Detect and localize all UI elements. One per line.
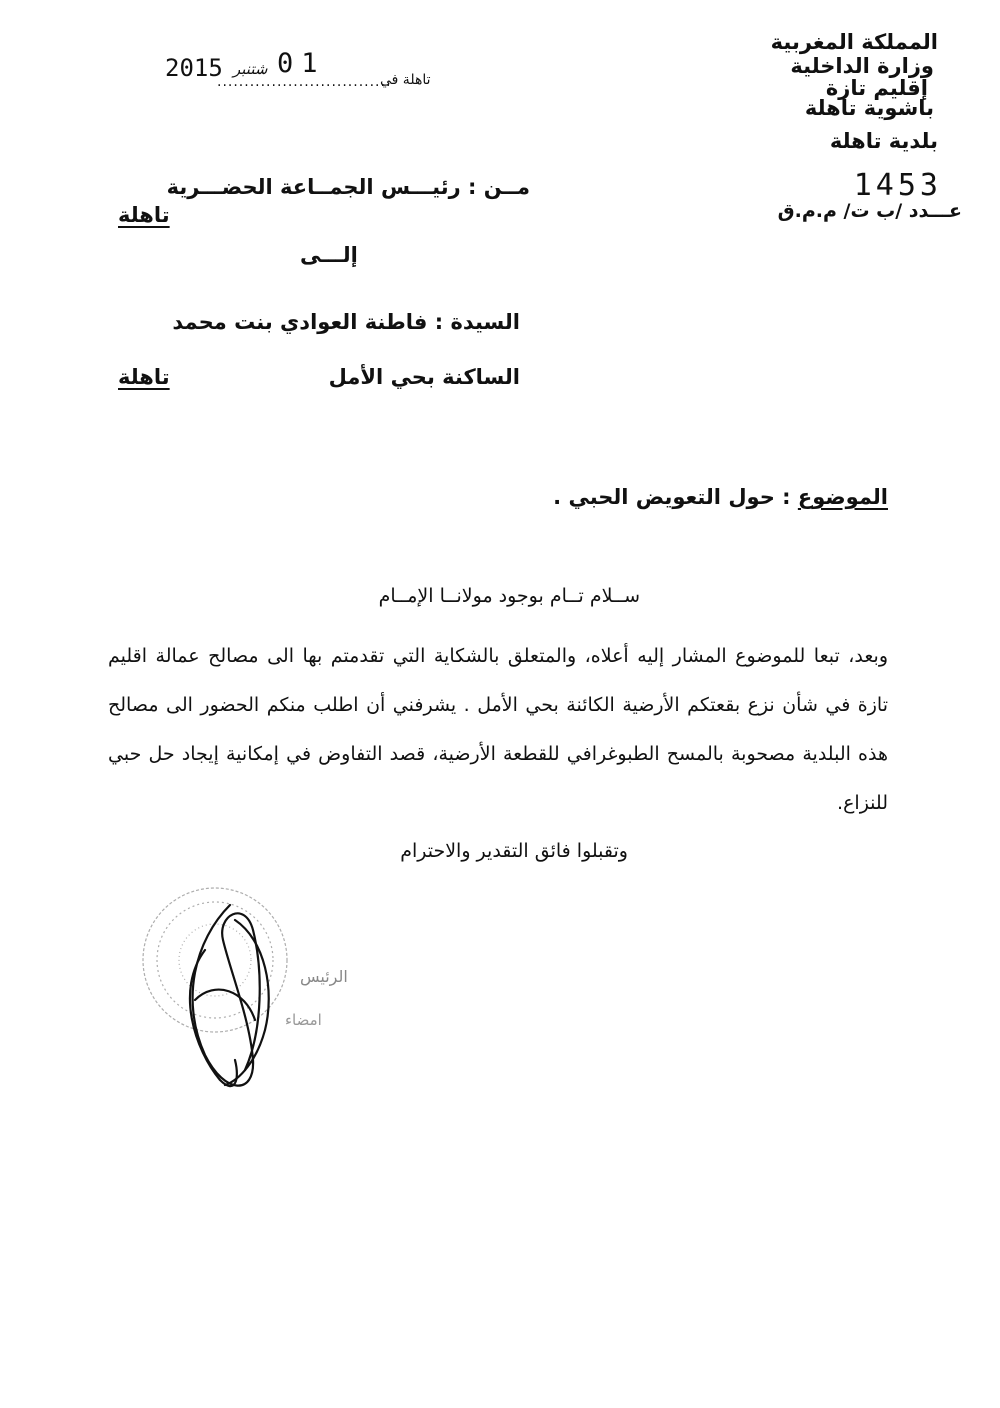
date-block xyxy=(165,48,431,98)
reference-number: 1453 xyxy=(853,168,942,203)
sender-city: تاهلة xyxy=(118,203,170,227)
date-dots: ................................ xyxy=(217,74,392,90)
authority-ministry: وزارة الداخلية xyxy=(790,54,934,78)
stamp-sub: امضاء xyxy=(285,1011,322,1029)
sender-line: مــن : رئيـــس الجمــاعة الحضـــرية xyxy=(166,175,530,199)
authority-pashalik: باشوية تاهلة xyxy=(804,96,934,120)
authority-municipality: بلدية تاهلة xyxy=(829,129,938,153)
date-year: 2015 xyxy=(165,54,223,82)
authority-kingdom: المملكة المغربية xyxy=(770,30,938,54)
body-paragraph xyxy=(108,632,888,828)
signature-stamp xyxy=(135,880,445,1100)
recipient-name: السيدة : فاطنة العوادي بنت محمد xyxy=(172,310,520,334)
date-prefix: تاهلة في xyxy=(380,72,431,88)
date-day: 01 xyxy=(277,48,326,79)
recipient-city: تاهلة xyxy=(118,365,170,389)
authority-province: إقليم تازة xyxy=(825,76,928,100)
greeting: ســلام تــام بوجود مولانــا الإمــام xyxy=(378,585,640,607)
closing: وتقبلوا فائق التقدير والاحترام xyxy=(400,840,628,862)
stamp-text: الرئيس xyxy=(300,967,348,986)
subject-text: : حول التعويض الحبي . xyxy=(553,485,791,509)
reference-label: عـــدد /ب ت/ م.م.ق xyxy=(777,200,962,222)
handwritten-signature xyxy=(190,905,269,1086)
subject-label: الموضوع xyxy=(797,485,888,509)
stamp-seal xyxy=(143,888,287,1032)
body-paragraph-text: وبعد، تبعا للموضوع المشار إليه أعلاه، والمتعلق بالشكاية التي تقدمتم بها الى مصالح عمالة اقليم تازة في شأن نزع بقعتكم الأرضية الكائنة بحي الأمل . يشرفني أن اطلب منكم الحضور الى مصالح هذه البلدية مصحوبة بالمسح الطبوغرافي للقطعة الأرضية، قصد التفاوض في إمكانية إيجاد حل حبي للنزاع. xyxy=(108,645,888,814)
date-month: شتنبر xyxy=(233,60,268,78)
subject-line xyxy=(553,485,888,509)
recipient-address: الساكنة بحي الأمل xyxy=(328,365,520,389)
recipient-to-label: إلـــى xyxy=(300,243,358,267)
